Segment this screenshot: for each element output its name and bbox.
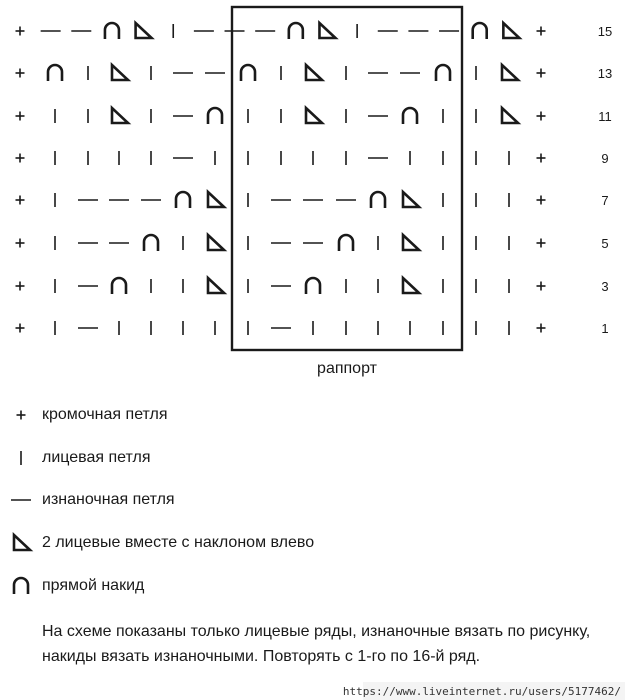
stitch-k2tog-icon	[208, 278, 224, 293]
row-number: 1	[601, 321, 609, 336]
stitch-k2tog-icon	[208, 192, 224, 207]
stitch-edge-icon	[16, 112, 25, 121]
stitch-yo-icon	[241, 65, 255, 81]
stitch-edge-icon	[16, 239, 25, 248]
stitch-k2tog-icon	[14, 535, 30, 550]
chart-row-7	[16, 192, 609, 208]
chart-row-3	[16, 278, 609, 294]
stitch-yo-icon	[112, 278, 126, 294]
stitch-yo-icon	[371, 192, 385, 208]
chart-row-1	[16, 321, 609, 336]
row-number: 3	[601, 279, 609, 294]
legend-item-k2tog	[10, 531, 314, 555]
legend-purl-icon	[10, 488, 34, 512]
stitch-yo-icon	[339, 235, 353, 251]
legend-yo-icon	[10, 574, 34, 598]
row-number: 15	[597, 24, 613, 39]
row-number: 7	[601, 193, 609, 208]
stitch-edge-icon	[16, 196, 25, 205]
stitch-yo-icon	[48, 65, 62, 81]
stitch-edge-icon	[16, 154, 25, 163]
stitch-edge-icon	[16, 282, 25, 291]
stitch-k2tog-icon	[403, 192, 419, 207]
stitch-k2tog-icon	[112, 65, 128, 80]
legend-label: лицевая петля	[42, 449, 151, 466]
stitch-k2tog-icon	[306, 108, 322, 123]
stitch-k2tog-icon	[136, 23, 152, 38]
row-number: 9	[601, 151, 609, 166]
chart-row-11	[16, 108, 612, 124]
legend-item-yo	[10, 574, 144, 598]
stitch-yo-icon	[105, 23, 119, 39]
watermark-url: https://www.liveinternet.ru/users/5177462/	[342, 685, 621, 698]
stitch-k2tog-icon	[502, 108, 518, 123]
stitch-yo-icon	[403, 108, 417, 124]
legend-k2tog-icon	[10, 531, 34, 555]
legend-label: 2 лицевые вместе с наклоном влево	[42, 534, 315, 551]
legend-label: изнаночная петля	[42, 491, 175, 508]
stitch-k2tog-icon	[306, 65, 322, 80]
chart-row-13	[16, 65, 613, 81]
stitch-edge-icon	[537, 196, 546, 205]
pattern-note: На схеме показаны только лицевые ряды, изнаночные вязать по рисунку, накиды вязать изнаночными. Повторять с 1-го по 16-й ряд.	[42, 623, 591, 665]
legend-label: прямой накид	[42, 577, 145, 594]
chart-row-9	[16, 151, 609, 166]
legend-item-knit	[10, 446, 151, 470]
stitch-edge-icon	[537, 112, 546, 121]
stitch-k2tog-icon	[502, 65, 518, 80]
stitch-k2tog-icon	[403, 235, 419, 250]
stitch-yo-icon	[289, 23, 303, 39]
stitch-k2tog-icon	[403, 278, 419, 293]
stitch-edge-icon	[537, 69, 546, 78]
stitch-edge-icon	[537, 239, 546, 248]
stitch-k2tog-icon	[208, 235, 224, 250]
chart-row-15	[16, 23, 613, 39]
repeat-label: раппорт	[317, 360, 377, 377]
stitch-k2tog-icon	[319, 23, 335, 38]
stitch-k2tog-icon	[112, 108, 128, 123]
chart-row-5	[16, 235, 609, 251]
stitch-edge-icon	[537, 282, 546, 291]
stitch-yo-icon	[306, 278, 320, 294]
repeat-frame	[232, 7, 462, 350]
legend-item-edge	[10, 403, 168, 427]
stitch-edge-icon	[537, 154, 546, 163]
row-number: 5	[601, 236, 609, 251]
stitch-edge-icon	[16, 69, 25, 78]
stitch-edge-icon	[16, 27, 25, 36]
stitch-yo-icon	[473, 23, 487, 39]
stitch-edge-icon	[16, 324, 25, 333]
legend-edge-icon	[10, 403, 34, 427]
legend-knit-icon	[10, 446, 34, 470]
stitch-yo-icon	[14, 578, 28, 594]
legend-label: кромочная петля	[42, 406, 168, 423]
stitch-edge-icon	[17, 411, 26, 420]
stitch-k2tog-icon	[503, 23, 519, 38]
legend-item-purl	[10, 488, 175, 512]
stitch-edge-icon	[537, 324, 546, 333]
stitch-edge-icon	[537, 27, 546, 36]
row-number: 11	[598, 109, 612, 124]
row-number: 13	[597, 66, 613, 81]
stitch-yo-icon	[144, 235, 158, 251]
stitch-yo-icon	[208, 108, 222, 124]
stitch-yo-icon	[436, 65, 450, 81]
stitch-yo-icon	[176, 192, 190, 208]
